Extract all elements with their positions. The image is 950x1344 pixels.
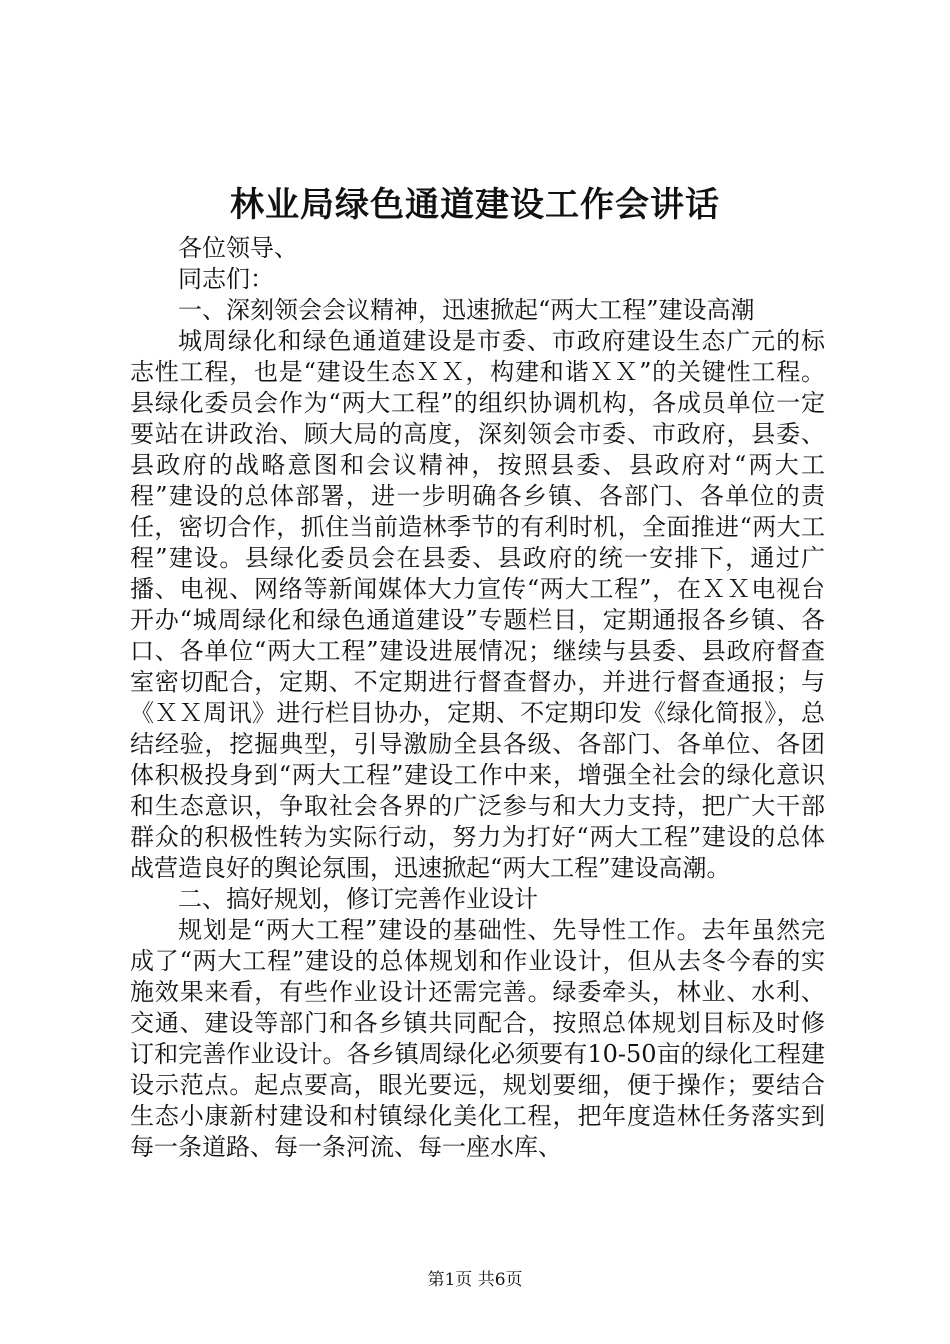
salutation-line-1: 各位领导、 [178, 234, 298, 262]
body-paragraph-1: 城周绿化和绿色通道建设是市委、市政府建设生态广元的标志性工程，也是“建设生态ＸＸ，构建和谐ＸＸ”的关键性工程。县绿化委员会作为“两大工程”的组织协调机构，各成员单位一定要站在讲政治、顾大局的高度，深刻领会市委、市政府，县委、县政府的战略意图和会议精神，按照县委、县政府对“两大工程”建设的总体部署，进一步明确各乡镇、各部门、各单位的责任，密切合作，抓住当前造林季节的有利时机，全面推进“两大工程”建设。县绿化委员会在县委、县政府的统一安排下，通过广播、电视、网络等新闻媒体大力宣传“两大工程”，在ＸＸ电视台开办“城周绿化和绿色通道建设”专题栏目，定期通报各乡镇、各口、各单位“两大工程”建设进展情况；继续与县委、县政府督查室密切配合，定期、不定期进行督查督办，并进行督查通报；与《ＸＸ周讯》进行栏目协办，定期、不定期印发《绿化简报》，总结经验，挖掘典型，引导激励全县各级、各部门、各单位、各团体积极投身到“两大工程”建设工作中来，增强全社会的绿化意识和生态意识，争取社会各界的广泛参与和大力支持，把广大干部群众的积极性转为实际行动，努力为打好“两大工程”建设的总体战营造良好的舆论氛围，迅速掀起“两大工程”建设高潮。 [130, 327, 825, 882]
section-heading-2: 二、搞好规划，修订完善作业设计 [178, 885, 538, 913]
document-body [130, 233, 825, 1163]
body-paragraph-2: 规划是“两大工程”建设的基础性、先导性工作。去年虽然完成了“两大工程”建设的总体规划和作业设计，但从去冬今春的实施效果来看，有些作业设计还需完善。绿委牵头，林业、水利、交通、建设等部门和各乡镇共同配合，按照总体规划目标及时修订和完善作业设计。各乡镇周绿化必须要有10-50亩的绿化工程建设示范点。起点要高，眼光要远，规划要细，便于操作；要结合生态小康新村建设和村镇绿化美化工程，把年度造林任务落实到每一条道路、每一条河流、每一座水库、 [130, 916, 825, 1161]
page-footer: 第1页 共6页 [427, 1270, 523, 1290]
salutation-line-2: 同志们： [178, 265, 274, 293]
section-heading-1: 一、深刻领会会议精神，迅速掀起“两大工程”建设高潮 [178, 296, 755, 324]
document-title: 林业局绿色通道建设工作会讲话 [230, 185, 720, 225]
